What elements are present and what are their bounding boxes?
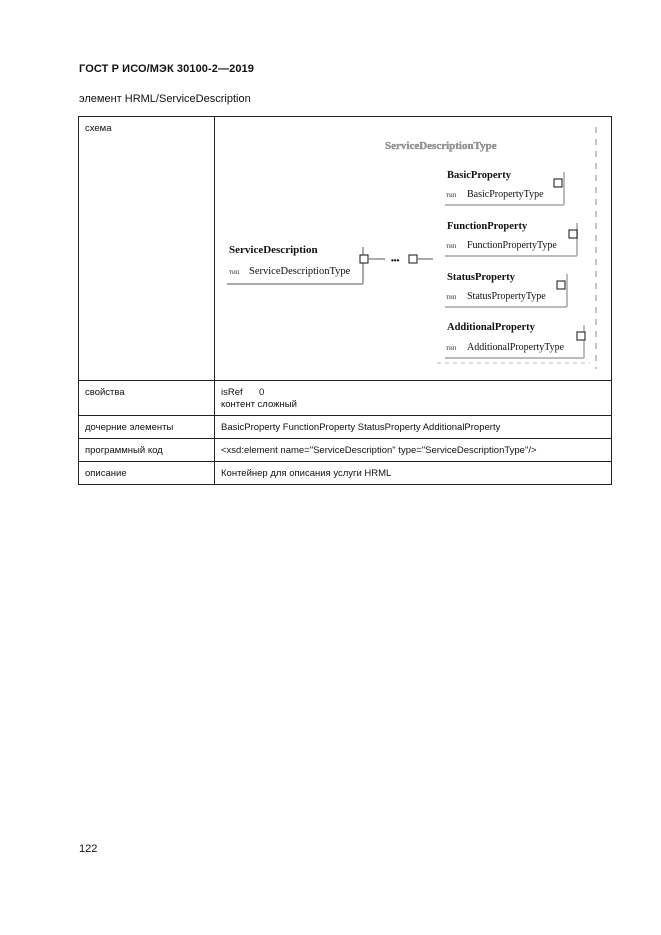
root-expand-box [360, 255, 368, 263]
document-header: ГОСТ Р ИСО/МЭК 30100-2—2019 [79, 63, 254, 75]
isref-line [221, 387, 605, 399]
code-label: программный код [79, 439, 215, 462]
child-element-function [445, 221, 577, 256]
description-value: Контейнер для описания услуги HRML [215, 462, 612, 485]
child-element-basic [445, 170, 564, 205]
properties-label: свойства [79, 381, 215, 416]
isref-value: 0 [259, 387, 265, 398]
description-row [79, 462, 612, 485]
child-type-prefix: тип [446, 344, 457, 352]
properties-value [215, 381, 612, 416]
description-label: описание [79, 462, 215, 485]
child-expand-box [569, 230, 577, 238]
child-expand-box [557, 281, 565, 289]
schema-diagram [215, 117, 613, 380]
children-label: дочерние элементы [79, 416, 215, 439]
root-element-box [227, 244, 368, 284]
child-name: BasicProperty [447, 170, 511, 181]
child-type: FunctionPropertyType [467, 240, 557, 251]
child-element-additional [445, 322, 585, 358]
children-row [79, 416, 612, 439]
content-line: контент сложный [221, 399, 297, 410]
child-name: AdditionalProperty [447, 322, 535, 333]
children-value: BasicProperty FunctionProperty StatusProperty AdditionalProperty [215, 416, 612, 439]
isref-key: isRef [221, 387, 243, 398]
child-type: AdditionalPropertyType [467, 342, 565, 353]
container-type-label: ServiceDescriptionType [385, 140, 497, 152]
sequence-expand-box [409, 255, 417, 263]
code-row [79, 439, 612, 462]
child-type-prefix: тип [446, 242, 457, 250]
code-value: <xsd:element name="ServiceDescription" type="ServiceDescriptionType"/> [215, 439, 612, 462]
element-caption: элемент HRML/ServiceDescription [79, 93, 251, 105]
child-name: FunctionProperty [447, 221, 528, 232]
child-type: StatusPropertyType [467, 291, 546, 302]
sequence-compositor-symbol: ••• [391, 256, 400, 265]
page-number: 122 [79, 843, 98, 855]
schema-diagram-cell [215, 117, 612, 381]
root-element-name: ServiceDescription [229, 244, 318, 256]
child-type: BasicPropertyType [467, 189, 544, 200]
element-spec-table [78, 116, 612, 485]
schema-label: схема [79, 117, 215, 381]
root-element-type: ServiceDescriptionType [249, 266, 351, 277]
child-type-prefix: тип [446, 191, 457, 199]
child-expand-box [554, 179, 562, 187]
child-type-prefix: тип [446, 293, 457, 301]
root-type-prefix: тип [229, 268, 240, 276]
child-element-status [445, 272, 567, 307]
child-expand-box [577, 332, 585, 340]
properties-row [79, 381, 612, 416]
child-name: StatusProperty [447, 272, 516, 283]
schema-row [79, 117, 612, 381]
